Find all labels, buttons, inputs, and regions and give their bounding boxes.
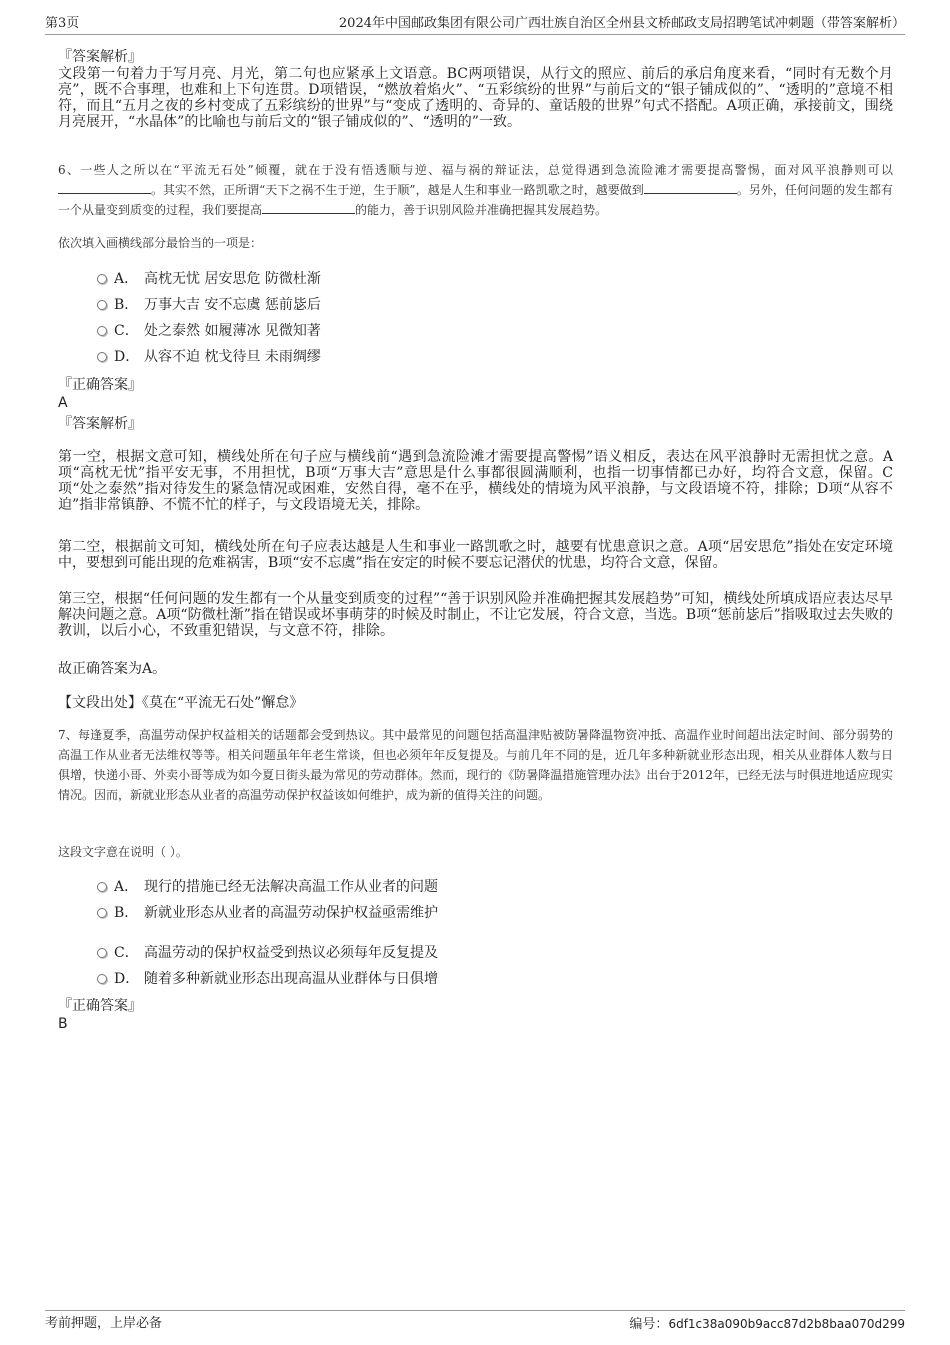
- code-label: 编号：: [629, 1317, 669, 1332]
- radio-icon[interactable]: [97, 352, 107, 362]
- q7-option-c[interactable]: C． 高温劳动的保护权益受到热议必须每年反复提及: [97, 943, 438, 963]
- radio-icon[interactable]: [97, 948, 107, 958]
- source-label: 【文段出处】: [58, 695, 142, 711]
- footer-motto: 考前押题，上岸必备: [45, 1316, 163, 1331]
- q6-option-b[interactable]: B． 万事大吉 安不忘虞 惩前毖后: [97, 295, 321, 315]
- q6-analysis-paragraph: 第一空，根据文意可知，横线处所在句子应与横线前“遇到急流险滩才需要提高警惕”语义相反，表达在风平浪静时无需担忧之意。A项“高枕无忧”指平安无事，不用担忧，B项“万事大吉”意思是什么事都很圆满顺利，也指一切事情都已办好，均符合文意，保留。C项“处之泰然”指对待发生的紧急情况或困难，安然自得，毫不在乎，横线处的情境为风平浪静，与文段语境不符，排除；D项“从容不迫”指非常镇静、不慌不忙的样子，与文段语境无关，排除。: [58, 449, 893, 513]
- page-footer: [45, 1310, 905, 1333]
- q6-text-part1: 6、一些人之所以在“平流无石处”倾覆，就在于没有悟透顺与逆、福与祸的辩证法，总觉得遇到急流险滩才需要提高警惕，面对风平浪静则可以: [58, 163, 893, 177]
- radio-icon[interactable]: [97, 974, 107, 984]
- q6-text-part3: 。另外，任何问题的发生都有一个从量变到质变的过程，我们要提高: [58, 183, 893, 217]
- radio-icon[interactable]: [97, 326, 107, 336]
- q7-option-a[interactable]: A． 现行的措施已经无法解决高温工作从业者的问题: [97, 877, 438, 897]
- q6-blank-3: [262, 202, 355, 214]
- page-header: [45, 14, 905, 35]
- q6-answer-tag: 『正确答案』: [58, 377, 142, 393]
- q5-analysis-text: 文段第一句着力于写月亮、月光，第二句也应紧承上文语意。BC两项错误，从行文的照应、前后的承启角度来看，“同时有无数个月亮”，既不合事理，也难和上下句连贯。D项错误，“燃放着焰火”、“五彩缤纷的世界”与前后文的“银子铺成似的”、“透明的”意境不相符，而且“五月之夜的乡村变成了五彩缤纷的世界”与“变成了透明的、奇异的、童话般的世界”句式不搭配。A项正确，承接前文，围绕月亮展开，“水晶体”的比喻也与前后文的“银子铺成似的”、“透明的”一致。: [58, 66, 893, 130]
- radio-icon[interactable]: [97, 300, 107, 310]
- q6-blank-2: [644, 182, 737, 194]
- q7-prompt: 这段文字意在说明（ ）。: [58, 845, 188, 859]
- q6-blank-1: [58, 182, 151, 194]
- q6-analysis-paragraph: 故正确答案为A。: [58, 661, 167, 677]
- q6-question-text: [58, 160, 893, 220]
- page-number: 第3页: [45, 16, 80, 31]
- q6-answer: A: [58, 395, 68, 411]
- document-title: 2024年中国邮政集团有限公司广西壮族自治区全州县文桥邮政支局招聘笔试冲刺题（带答案解析）: [338, 16, 905, 31]
- document-code: [629, 1313, 905, 1336]
- q6-text-part2: 。其实不然，正所谓“天下之祸不生于逆，生于顺”，越是人生和事业一路凯歌之时，越要做到: [151, 183, 644, 197]
- q6-option-a[interactable]: A． 高枕无忧 居安思危 防微杜渐: [97, 269, 321, 289]
- q7-answer: B: [58, 1016, 68, 1032]
- radio-icon[interactable]: [97, 274, 107, 284]
- q6-analysis-paragraph: 第二空，根据前文可知，横线处所在句子应表达越是人生和事业一路凯歌之时，越要有忧患意识之意。A项“居安思危”指处在安定环境中，要想到可能出现的危难祸害，B项“安不忘虞”指在安定的时候不要忘记潜伏的忧患，均符合文意，保留。: [58, 539, 893, 571]
- q6-analysis-tag: 『答案解析』: [58, 416, 142, 432]
- q5-analysis-tag: 『答案解析』: [58, 49, 142, 65]
- code-value: 6df1c38a090b9acc87d2b8baa070d299: [668, 1317, 905, 1331]
- q7-option-b[interactable]: B． 新就业形态从业者的高温劳动保护权益亟需维护: [97, 903, 438, 923]
- q6-source: [58, 694, 893, 712]
- q7-option-d[interactable]: D． 随着多种新就业形态出现高温从业群体与日俱增: [97, 969, 438, 989]
- q6-analysis-paragraph: 第三空，根据“任何问题的发生都有一个从量变到质变的过程”“善于识别风险并准确把握其发展趋势”可知，横线处所填成语应表达尽早解决问题之意。A项“防微杜渐”指在错误或坏事萌芽的时候及时制止，不让它发展，符合文意，当选。B项“惩前毖后”指吸取过去失败的教训，以后小心，不致重犯错误，与文意不符，排除。: [58, 591, 893, 639]
- source-title: 《莫在“平流无石处”懈怠》: [142, 695, 304, 711]
- q6-prompt: 依次填入画横线部分最恰当的一项是：: [58, 236, 263, 250]
- radio-icon[interactable]: [97, 882, 107, 892]
- q6-option-d[interactable]: D． 从容不迫 枕戈待旦 未雨绸缪: [97, 347, 321, 367]
- q6-option-c[interactable]: C． 处之泰然 如履薄冰 见微知著: [97, 321, 321, 341]
- q7-question-text: 7、每逢夏季，高温劳动保护权益相关的话题都会受到热议。其中最常见的问题包括高温津贴被防暑降温物资冲抵、高温作业时间超出法定时间、部分弱势的高温工作从业者无法维权等等。相关问题虽年年老生常谈，但也必须年年反复提及。与前几年不同的是，近几年多种新就业形态出现，相关从业群体人数与日俱增，快递小哥、外卖小哥等成为如今夏日街头最为常见的劳动群体。然而，现行的《防暑降温措施管理办法》出台于2012年，已经无法与时俱进地适应现实情况。因而，新就业形态从业者的高温劳动保护权益该如何维护，成为新的值得关注的问题。: [58, 728, 893, 802]
- q6-text-part4: 的能力，善于识别风险并准确把握其发展趋势。: [355, 203, 608, 217]
- q7-answer-tag: 『正确答案』: [58, 998, 142, 1014]
- radio-icon[interactable]: [97, 908, 107, 918]
